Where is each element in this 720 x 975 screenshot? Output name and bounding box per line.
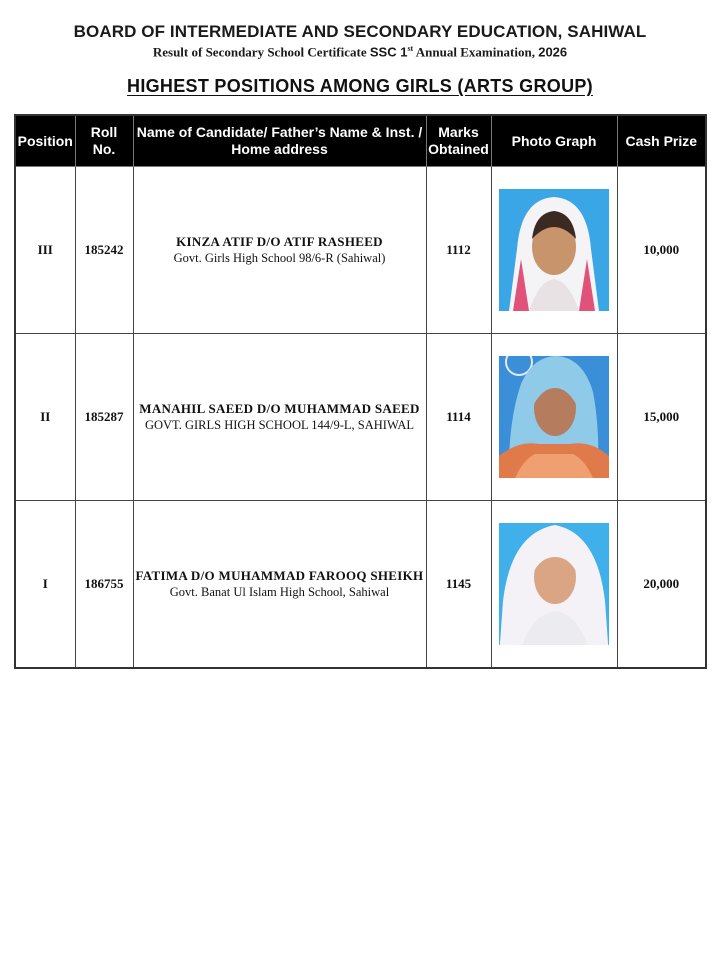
header-candidate-line2: Home address [231,141,328,157]
table-row [15,167,706,334]
photo-cell [491,501,617,669]
candidate-cell [133,501,426,669]
marks-cell: 1145 [426,501,491,669]
candidate-cell [133,334,426,501]
photo-cell [491,334,617,501]
marks-cell: 1112 [426,167,491,334]
subtitle-year: 2026 [538,44,568,60]
position-cell: I [15,501,75,669]
board-title: BOARD OF INTERMEDIATE AND SECONDARY EDUCATION, SAHIWAL [73,22,647,41]
header-roll-no [75,115,133,167]
exam-subtitle [0,44,720,60]
header-cash-prize: Cash Prize [617,115,706,167]
subtitle-prefix: Result of Secondary School Certificate [152,44,367,60]
subtitle-suffix: Annual Examination, [415,44,535,60]
page-heading: HIGHEST POSITIONS AMONG GIRLS (ARTS GROUP) [127,76,593,96]
header-candidate-line1: Name of Candidate/ Father’s Name & Inst. / [136,124,423,140]
photo-cell [491,167,617,334]
table-row [15,501,706,669]
subtitle-exam: SSC 1 [369,44,408,60]
cash-prize-cell: 20,000 [617,501,706,669]
header-position: Position [15,115,75,167]
candidate-photo [499,356,609,478]
subtitle-ordinal: st [407,44,414,53]
table-row [15,334,706,501]
candidate-institute: GOVT. GIRLS HIGH SCHOOL 144/9-L, SAHIWAL [144,418,415,432]
header-marks-line2: Obtained [428,141,489,157]
candidate-name: KINZA ATIF D/O ATIF RASHEED [176,234,383,249]
candidate-institute: Govt. Girls High School 98/6-R (Sahiwal) [173,251,386,265]
header-roll-line2: No. [92,141,116,157]
candidate-photo [499,189,609,311]
header-marks [426,115,491,167]
table-header-row [15,115,706,167]
roll-cell: 185287 [75,334,133,501]
roll-cell: 186755 [75,501,133,669]
candidate-name: MANAHIL SAEED D/O MUHAMMAD SAEED [139,401,420,416]
cash-prize-cell: 10,000 [617,167,706,334]
roll-cell: 185242 [75,167,133,334]
candidate-cell [133,167,426,334]
header-roll-line1: Roll [90,124,118,140]
cash-prize-cell: 15,000 [617,334,706,501]
position-cell: II [15,334,75,501]
position-cell: III [15,167,75,334]
candidate-name: FATIMA D/O MUHAMMAD FAROOQ SHEIKH [135,568,424,583]
candidate-institute: Govt. Banat Ul Islam High School, Sahiwal [169,585,390,599]
header-candidate [133,115,426,167]
candidate-photo [499,523,609,645]
marks-cell: 1114 [426,334,491,501]
header-marks-line1: Marks [438,124,479,140]
header-photo: Photo Graph [491,115,617,167]
positions-table [14,114,707,669]
